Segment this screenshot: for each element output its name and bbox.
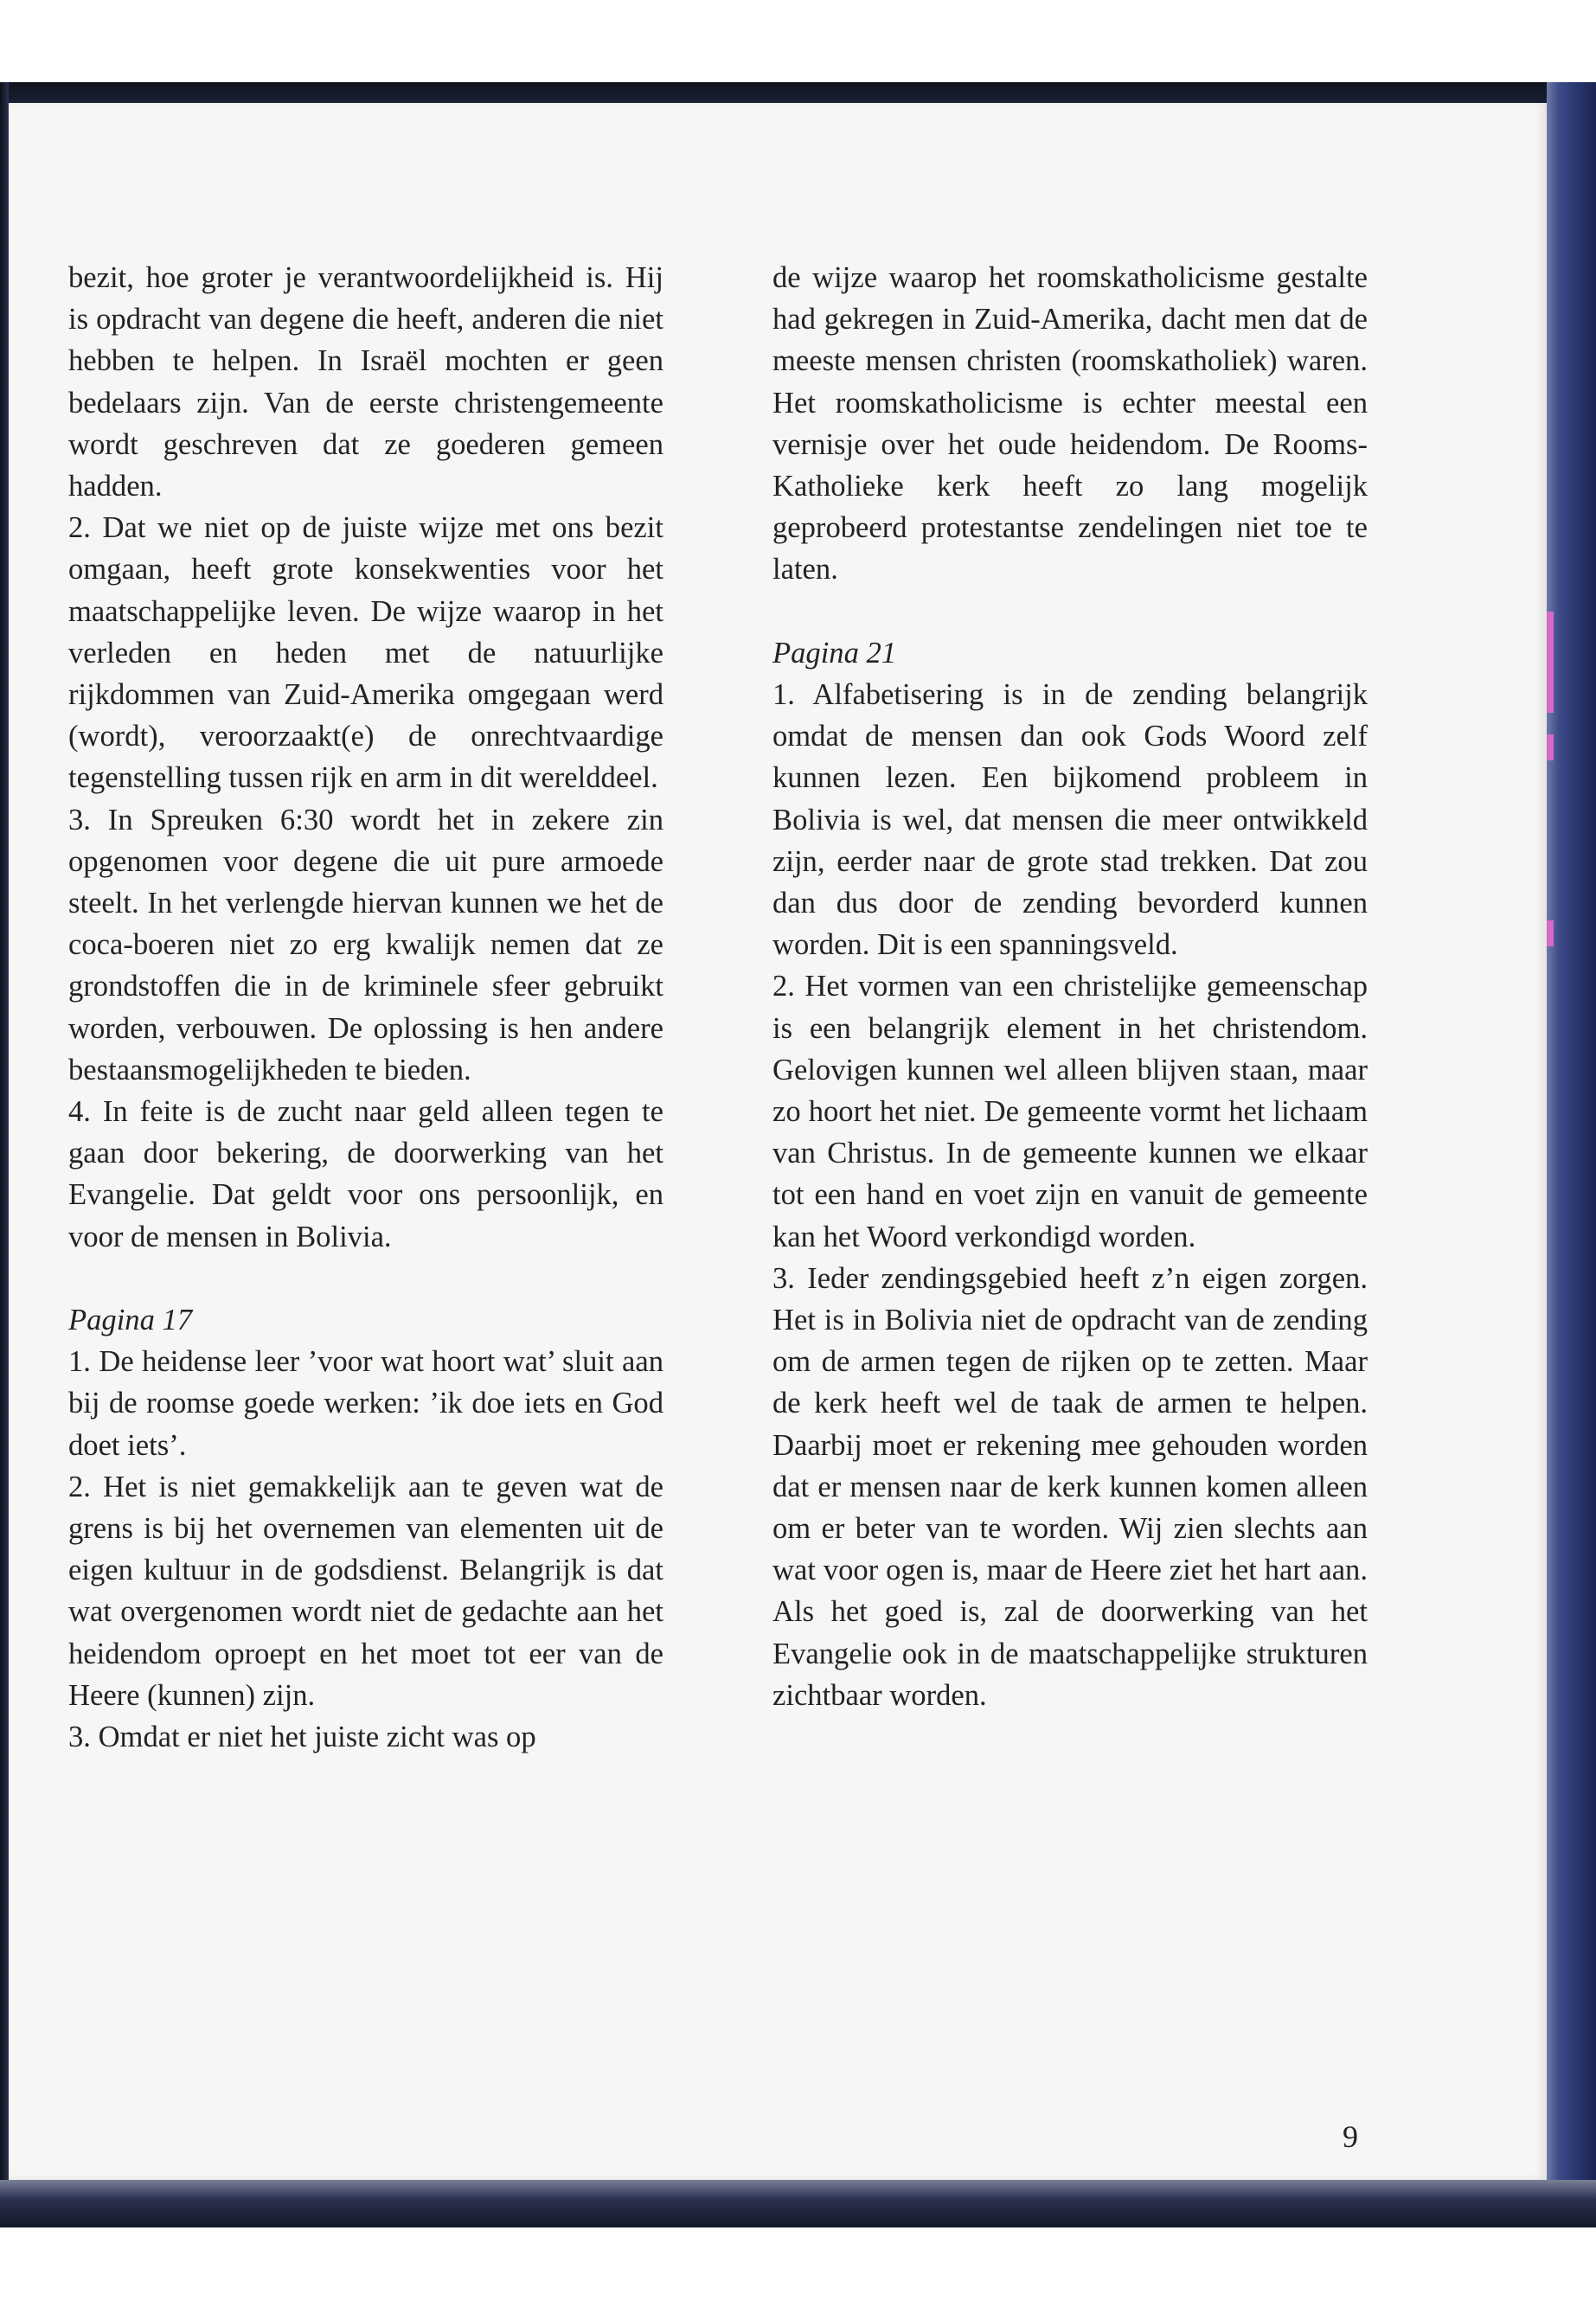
paragraph: 2. Het vormen van een christelijke gemeenschap is een belangrijk element in het christendom. Gelovigen kunnen wel alleen blijven staan, maar zo hoort het niet. De gemeente vormt het lichaam van Christus. In de gemeente kunnen we elkaar tot een hand en voet zijn en vanuit de gemeente kan het Woord verkondigd worden.	[772, 970, 1368, 1253]
paragraph: 1. De heidense leer ’voor wat hoort wat’ sluit aan bij de roomse goede werken: ’ik doe iets en God doet iets’.	[68, 1345, 663, 1462]
paragraph: 2. Dat we niet op de juiste wijze met ons bezit omgaan, heeft grote konsekwenties voor het maatschappelijke leven. De wijze waarop in het verleden en heden met de natuurlijke rijkdommen van Zuid-Amerika omgegaan werd (wordt), veroorzaakt(e) de onrechtvaardige tegenstelling tussen rijk en arm in dit werelddeel.	[68, 511, 663, 795]
edge-tab-marker	[1547, 920, 1554, 946]
book-cover-edge-bottom	[0, 2180, 1596, 2227]
book-cover-edge-right	[1547, 82, 1596, 2227]
paragraph: 3. In Spreuken 6:30 wordt het in zekere zin opgenomen voor degene die uit pure armoede steelt. In het verlengde hiervan kunnen we het de coca-boeren niet zo erg kwalijk nemen dat ze grondstoffen die in de kriminele sfeer gebruikt worden, verbouwen. De oplossing is hen andere bestaansmogelijkheden te bieden.	[68, 803, 663, 1086]
paragraph: bezit, hoe groter je verantwoordelijkheid is. Hij is opdracht van degene die heeft, anderen die niet hebben te helpen. In Israël mochten er geen bedelaars zijn. Van de eerste christengemeente wordt geschreven dat ze goederen gemeen hadden.	[68, 261, 663, 503]
edge-tab-marker	[1547, 734, 1554, 760]
left-column	[68, 257, 663, 1758]
scan-background-bottom	[0, 2227, 1596, 2301]
book-cover-edge-left	[0, 82, 9, 2227]
paragraph: 3. Omdat er niet het juiste zicht was op	[68, 1721, 536, 1754]
edge-tab-marker	[1547, 612, 1554, 638]
book-cover-edge-top	[0, 82, 1596, 103]
edge-tab-marker	[1547, 635, 1554, 713]
section-heading: Pagina 17	[68, 1304, 193, 1337]
paragraph: de wijze waarop het roomskatholicisme gestalte had gekregen in Zuid-Amerika, dacht men dat de meeste mensen christen (roomskatholiek) waren. Het roomskatholicisme is echter meestal een vernisje over het oude heidendom. De Rooms-Katholieke kerk heeft zo lang mogelijk geprobeerd protestantse zendelingen niet toe te laten.	[772, 261, 1368, 586]
book-page	[9, 103, 1547, 2180]
paragraph: 1. Alfabetisering is in de zending belangrijk omdat de mensen dan ook Gods Woord zelf kunnen lezen. Een bijkomend probleem in Bolivia is wel, dat mensen die meer ontwikkeld zijn, eerder naar de grote stad trekken. Dat zou dan dus door de zending bevorderd kunnen worden. Dit is een spanningsveld.	[772, 678, 1368, 962]
paragraph: 3. Ieder zendingsgebied heeft z’n eigen zorgen. Het is in Bolivia niet de opdracht van de zending om de armen tegen de rijken op te zetten. Maar de kerk heeft wel de taak de armen te helpen. Daarbij moet er rekening mee gehouden worden dat er mensen naar de kerk kunnen komen alleen om er beter van te worden. Wij zien slechts aan wat voor ogen is, maar de Heere ziet het hart aan. Als het goed is, zal de doorwerking van het Evangelie ook in de maatschappelijke strukturen zichtbaar worden.	[772, 1261, 1368, 1712]
right-column	[772, 257, 1368, 1716]
page-number: 9	[1343, 2119, 1358, 2154]
section-heading: Pagina 21	[772, 636, 897, 670]
paragraph: 2. Het is niet gemakkelijk aan te geven wat de grens is bij het overnemen van elementen uit de eigen kultuur in de godsdienst. Belangrijk is dat wat overgenomen wordt niet de gedachte aan het heidendom oproept en het moet tot eer van de Heere (kunnen) zijn.	[68, 1470, 663, 1712]
paragraph: 4. In feite is de zucht naar geld alleen tegen te gaan door bekering, de doorwerking van het Evangelie. Dat geldt voor ons persoonlijk, en voor de mensen in Bolivia.	[68, 1095, 663, 1253]
scan-background-top	[0, 0, 1596, 82]
